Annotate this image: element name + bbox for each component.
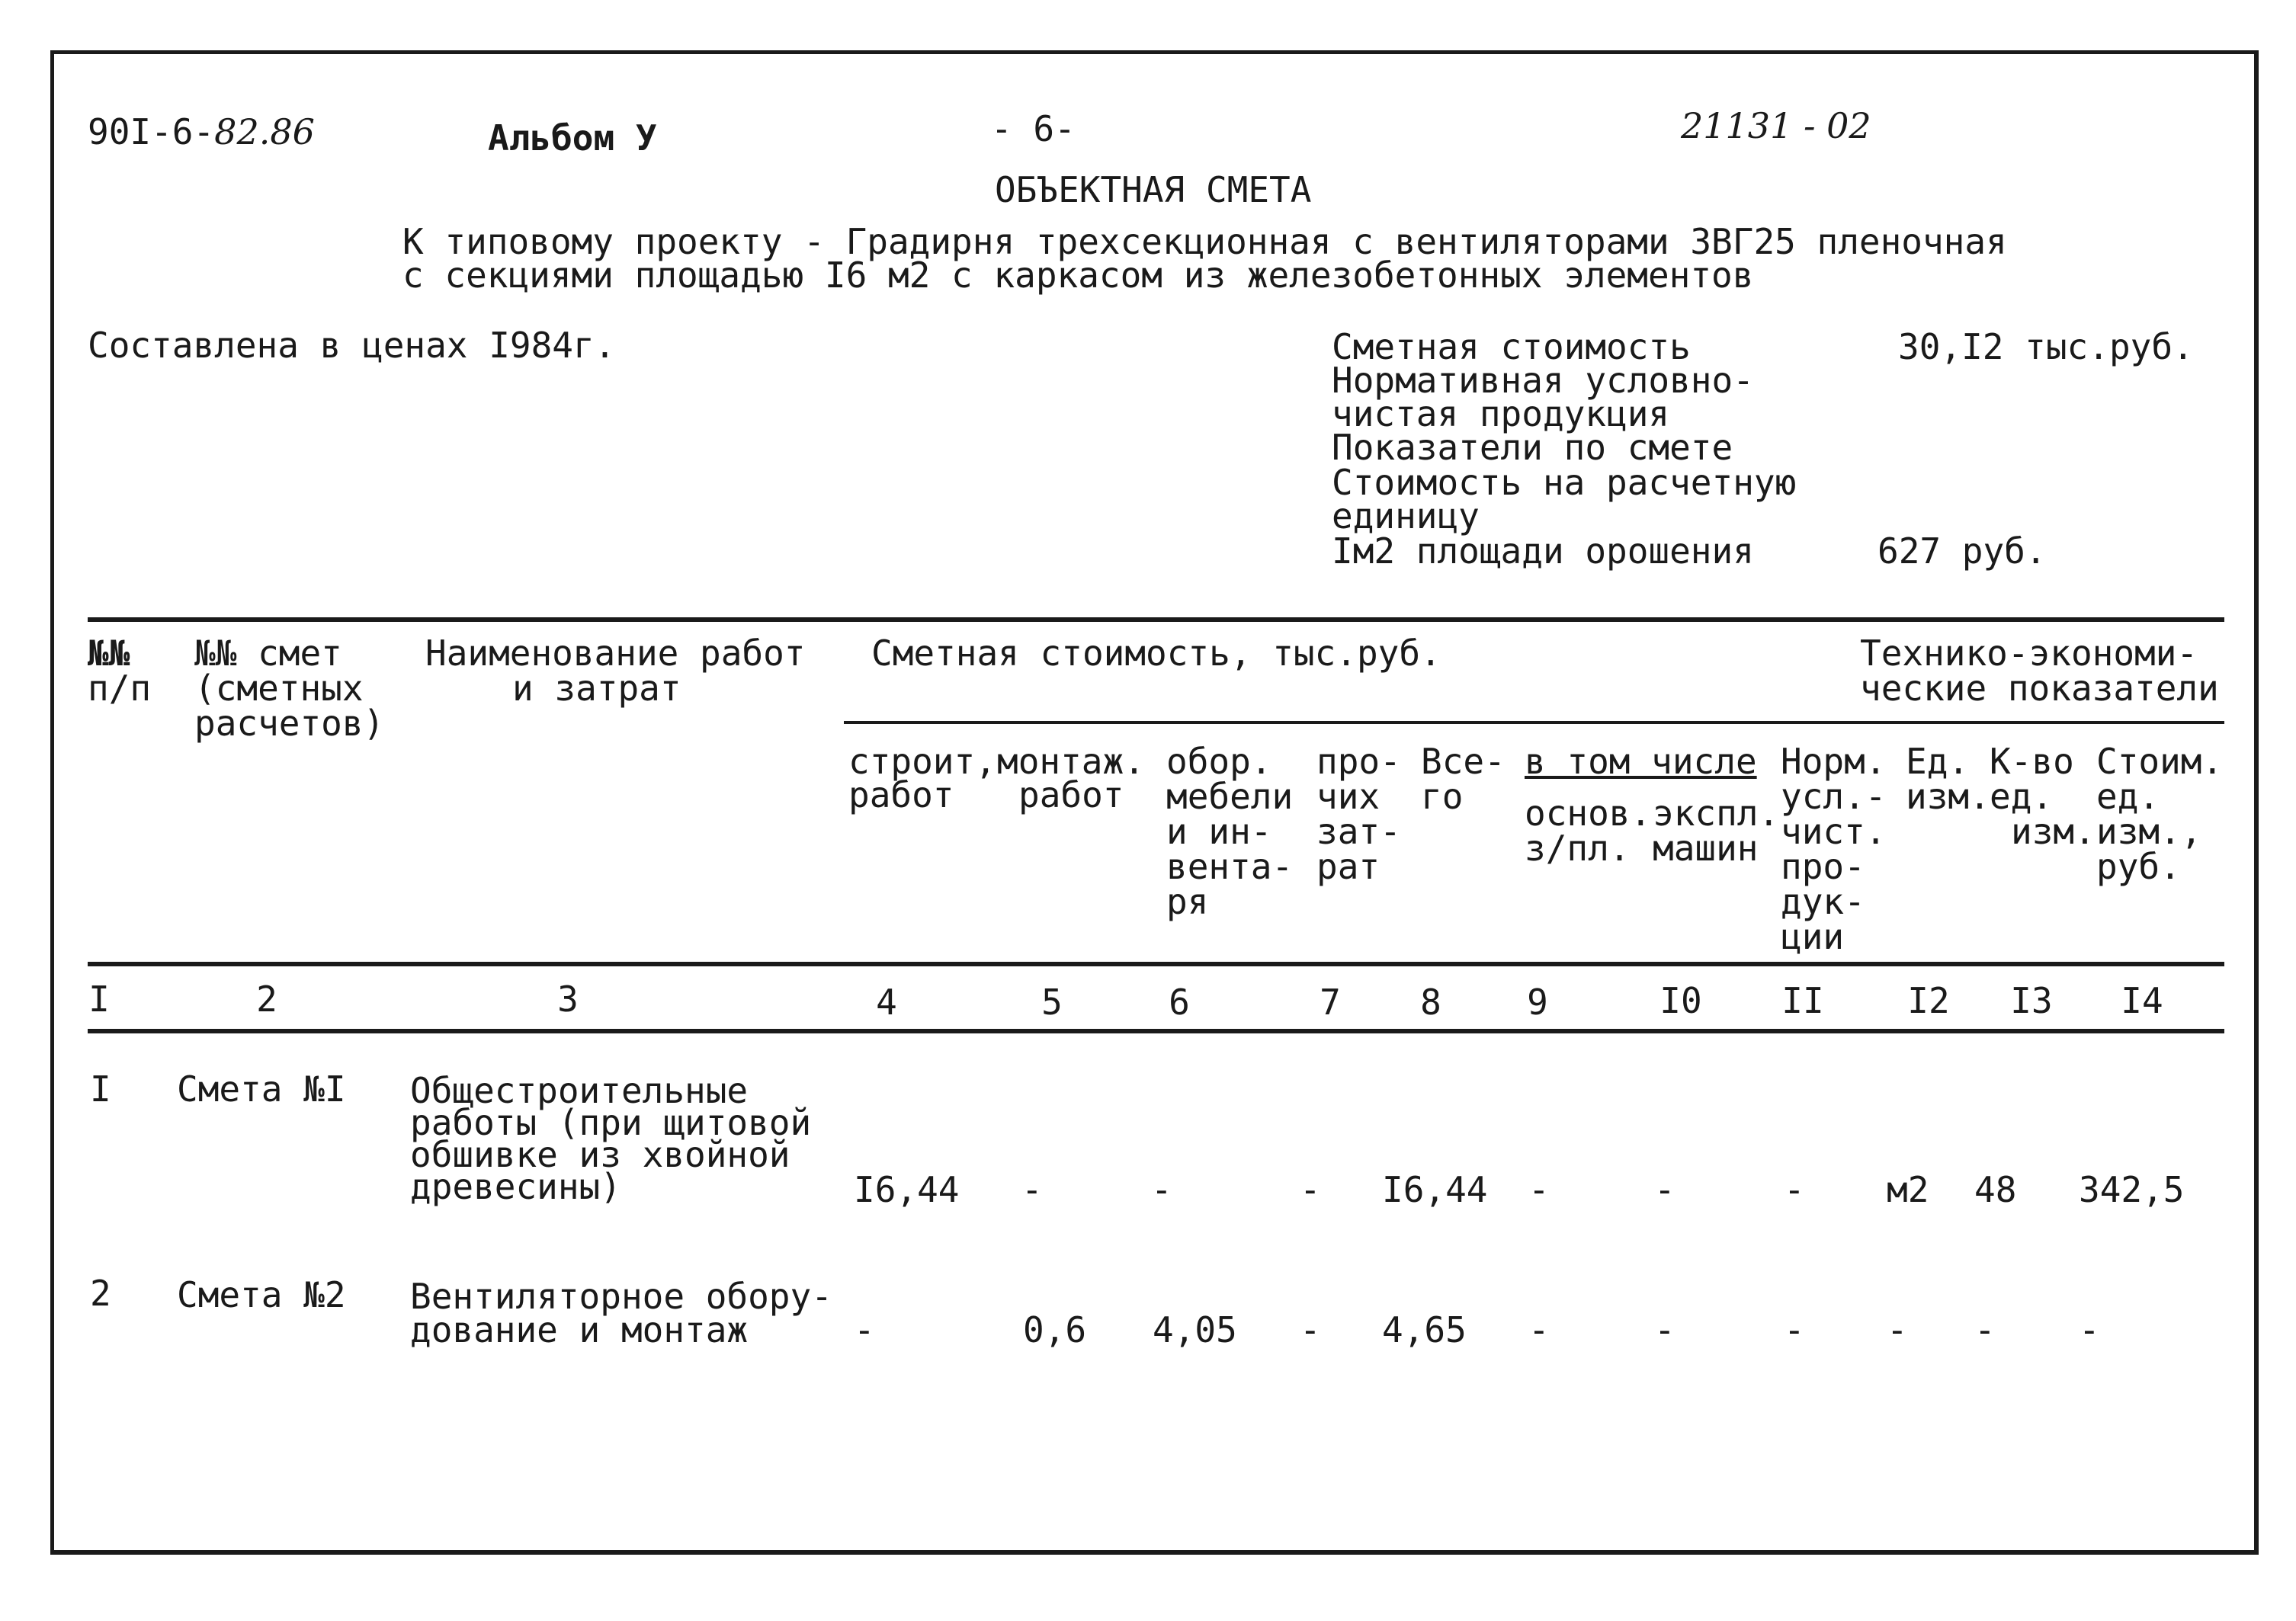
cell-unit-cost: 342,5: [2079, 1169, 2185, 1210]
indicators-label: Показатели по смете: [1332, 427, 1733, 468]
header-col3-a: Наименование работ: [425, 633, 806, 674]
cell-construction: -: [854, 1309, 875, 1350]
cost-label: Сметная стоимость: [1332, 326, 1691, 367]
project-code-handwritten: 82.86: [214, 111, 315, 152]
project-code: 90I-6-82.86: [88, 111, 315, 152]
work-name-line: дование и монтаж: [410, 1309, 749, 1350]
estimate-ref: Смета №I: [177, 1068, 346, 1110]
header-col5-b: работ: [1018, 774, 1124, 815]
document-number: 21131 - 02: [1681, 105, 1871, 146]
header-col14-line3: изм.,: [2096, 811, 2202, 852]
header-col14-line1: Стоим.: [2096, 741, 2224, 782]
header-col14-line4: руб.: [2096, 846, 2181, 887]
header-col12-line1: Ед.: [1906, 741, 1970, 782]
unit-cost-value: 627 руб.: [1878, 530, 2047, 572]
work-name-line: древесины): [410, 1166, 621, 1207]
header-col1-a: №№: [88, 633, 130, 674]
column-number: 6: [1169, 982, 1190, 1023]
norm-label-2: чистая продукция: [1332, 393, 1670, 434]
cell-base-wages: -: [1528, 1169, 1550, 1210]
work-name-line: Вентиляторное обору-: [410, 1276, 832, 1317]
header-col11-line3: чист.: [1781, 811, 1887, 852]
prices-note: Составлена в ценах I984г.: [88, 325, 616, 366]
row-number: 2: [90, 1273, 111, 1314]
column-number: I3: [2010, 980, 2053, 1021]
header-col7-line3: зат-: [1316, 811, 1401, 852]
header-col9-line1: основ.: [1525, 793, 1652, 834]
header-col10-line2: машин: [1653, 828, 1759, 869]
header-col9-line2: з/пл.: [1525, 828, 1631, 869]
header-col7-line2: чих: [1316, 776, 1380, 817]
header-col6-line2: мебели: [1166, 776, 1294, 817]
work-name-line: работы (при щитовой: [410, 1102, 812, 1143]
album-label: Альбом У: [488, 117, 657, 159]
document-title: ОБЪЕКТНАЯ СМЕТА: [995, 169, 1312, 210]
norm-label-1: Нормативная условно-: [1332, 360, 1754, 401]
column-number: 2: [256, 979, 277, 1020]
subtitle-line-2: с секциями площадью I6 м2 с каркасом из железобетонных элементов: [402, 255, 1754, 296]
cell-net-product: -: [1784, 1169, 1805, 1210]
cell-construction: I6,44: [854, 1169, 960, 1210]
column-number: 5: [1041, 982, 1063, 1023]
header-included-group: в том числе: [1525, 741, 1757, 782]
header-col5-a: монтаж.: [997, 741, 1145, 782]
cell-equipment: 4,05: [1153, 1309, 1237, 1350]
header-col8-line2: го: [1421, 776, 1464, 817]
header-col2-b: (сметных: [194, 668, 364, 709]
cell-machine-operation: -: [1654, 1169, 1676, 1210]
header-col6-line5: ря: [1166, 881, 1209, 922]
table-top-rule: [88, 617, 2224, 622]
header-col13-line3: изм.: [2011, 811, 2096, 852]
header-col11-line1: Норм.: [1781, 741, 1887, 782]
header-col6-line3: и ин-: [1166, 811, 1272, 852]
subtitle-line-1: К типовому проекту - Градирня трехсекционная с вентиляторами 3ВГ25 пленочная: [402, 221, 2007, 262]
cell-net-product: -: [1784, 1309, 1805, 1350]
column-numbers-rule: [88, 1029, 2224, 1033]
cell-base-wages: -: [1528, 1309, 1550, 1350]
row-number: I: [90, 1068, 111, 1110]
header-col11-line5: дук-: [1781, 881, 1865, 922]
header-col8-line1: Все-: [1421, 741, 1506, 782]
cell-other: -: [1300, 1169, 1321, 1210]
cell-other: -: [1300, 1309, 1321, 1350]
header-col6-line1: обор.: [1166, 741, 1272, 782]
estimate-ref: Смета №2: [177, 1274, 346, 1315]
column-number: 9: [1527, 982, 1548, 1023]
cell-installation: -: [1021, 1169, 1043, 1210]
header-col7-line4: рат: [1316, 846, 1380, 887]
column-number: 8: [1420, 982, 1441, 1023]
column-number: 4: [876, 982, 897, 1023]
cost-value: 30,I2 тыс.руб.: [1898, 326, 2194, 367]
header-col13-line2: ед.: [1990, 776, 2054, 817]
cell-unit: -: [1887, 1309, 1908, 1350]
unit-cost-label-2: единицу: [1332, 495, 1480, 537]
work-name-line: Общестроительные: [410, 1070, 749, 1111]
header-tech-group-a: Технико-экономи-: [1860, 633, 2198, 674]
header-col2-a: №№ смет: [194, 633, 342, 674]
cell-installation: 0,6: [1023, 1309, 1087, 1350]
header-col1-b: п/п: [88, 668, 152, 709]
column-number: I0: [1659, 980, 1702, 1021]
cell-quantity: -: [1974, 1309, 1996, 1350]
unit-cost-label-3: Iм2 площади орошения: [1332, 530, 1754, 572]
header-bottom-rule: [88, 962, 2224, 966]
column-number: I4: [2121, 980, 2163, 1021]
page-number: - 6-: [991, 108, 1076, 149]
cell-machine-operation: -: [1654, 1309, 1676, 1350]
column-number: I: [88, 979, 110, 1020]
header-col3-b: и затрат: [512, 668, 681, 709]
cost-group-rule: [844, 721, 2224, 724]
header-col11-line4: про-: [1781, 846, 1865, 887]
cell-total: 4,65: [1382, 1309, 1467, 1350]
header-col7-line1: про-: [1316, 741, 1401, 782]
column-number: 7: [1320, 982, 1341, 1023]
column-number: I2: [1907, 980, 1950, 1021]
work-name-line: обшивке из хвойной: [410, 1134, 790, 1175]
header-col12-line2: изм.: [1906, 776, 1990, 817]
header-col11-line6: ции: [1781, 916, 1845, 957]
cell-equipment: -: [1151, 1169, 1172, 1210]
column-number: II: [1781, 980, 1824, 1021]
header-col6-line4: вента-: [1166, 846, 1294, 887]
header-tech-group-b: ческие показатели: [1860, 668, 2219, 709]
cell-unit: м2: [1887, 1169, 1929, 1210]
header-cost-group: Сметная стоимость, тыс.руб.: [871, 633, 1441, 674]
header-col13-line1: К-во: [1990, 741, 2074, 782]
header-col4-a: строит,: [848, 741, 996, 782]
header-col11-line2: усл.-: [1781, 776, 1887, 817]
header-col4-b: работ: [848, 774, 954, 815]
header-col10-line1: экспл.: [1653, 793, 1780, 834]
header-col14-line2: ед.: [2096, 776, 2160, 817]
unit-cost-label-1: Стоимость на расчетную: [1332, 462, 1797, 503]
cell-unit-cost: -: [2079, 1309, 2100, 1350]
header-col2-c: расчетов): [194, 703, 385, 744]
cell-total: I6,44: [1382, 1169, 1488, 1210]
cell-quantity: 48: [1974, 1169, 2017, 1210]
column-number: 3: [557, 979, 579, 1020]
